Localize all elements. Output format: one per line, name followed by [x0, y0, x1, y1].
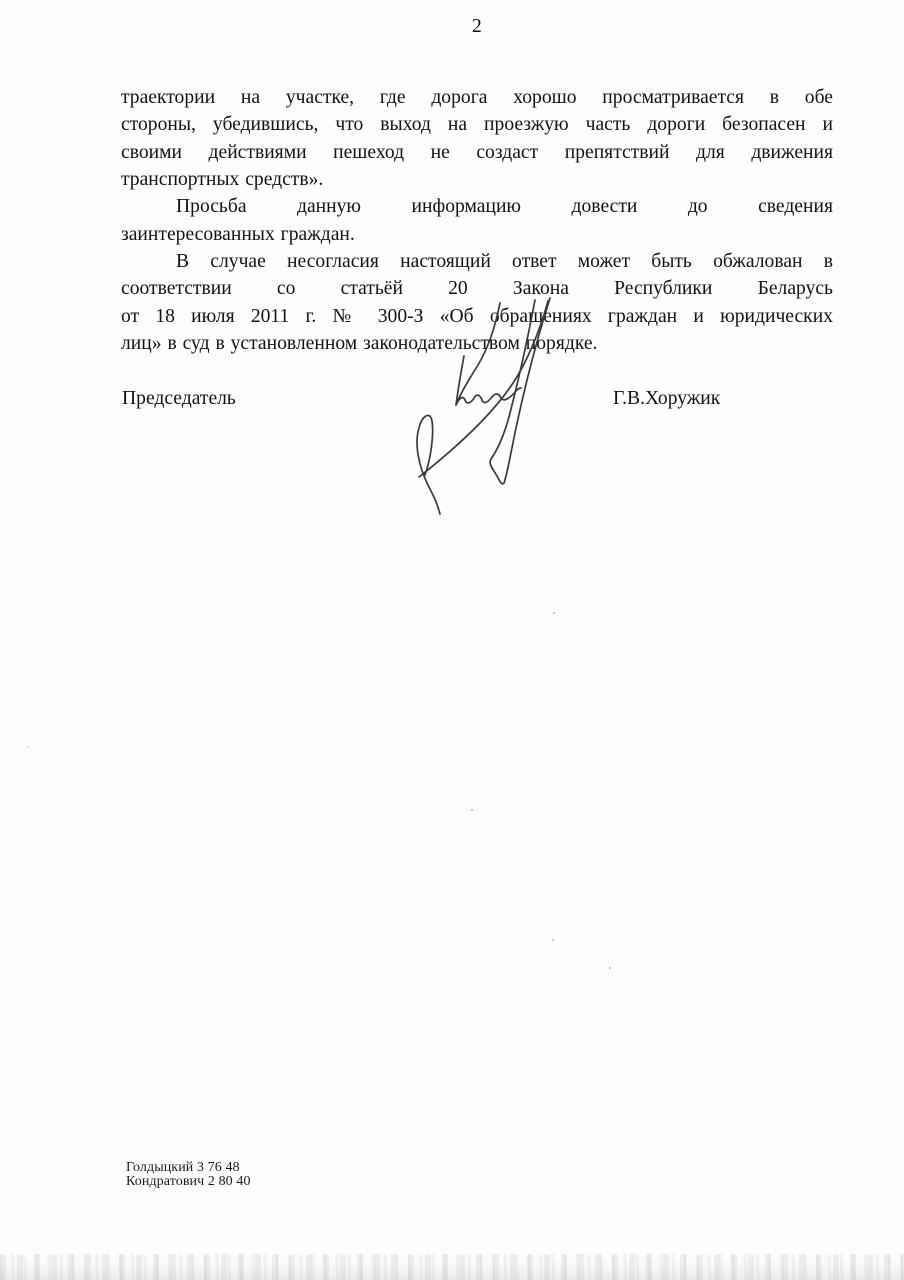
page-number: 2 — [472, 16, 482, 37]
executor-contacts — [126, 1161, 251, 1188]
signature-stroke — [490, 298, 550, 484]
scan-edge-noise — [0, 1254, 904, 1280]
signature-stroke — [456, 303, 521, 405]
body-text-line: лиц» в суд в установленном законодательством порядке. — [121, 333, 598, 355]
body-text-line: Просьба данную информацию довести до сведения — [176, 196, 833, 218]
scan-speck — [553, 612, 555, 614]
body-text-line: соответствии со статьёй 20 Закона Республики Беларусь — [121, 278, 833, 300]
body-text-line: своими действиями пешеход не создаст препятствий для движения — [121, 141, 833, 163]
body-text-line: транспортных средств». — [121, 169, 324, 191]
body-text-line: от 18 июля 2011 г. № 300-З «Об обращениях граждан и юридических — [121, 305, 833, 327]
signer-name: Г.В.Хоружик — [613, 388, 721, 409]
scan-speck — [471, 809, 473, 811]
body-text-line: траектории на участке, где дорога хорошо просматривается в обе — [121, 87, 833, 108]
executor-contact-line: Голдыцкий 3 76 48 — [126, 1160, 240, 1175]
scan-speck — [552, 939, 554, 941]
executor-contact-line: Кондратович 2 80 40 — [126, 1173, 251, 1189]
scan-speck — [609, 967, 611, 969]
handwritten-signature-icon — [410, 292, 560, 522]
signature-stroke — [417, 415, 440, 514]
body-text-line: стороны, убедившись, что выход на проезжую часть дороги безопасен и — [121, 114, 833, 136]
body-text-line: заинтересованных граждан. — [121, 223, 355, 245]
scan-speck — [27, 746, 29, 748]
signature-stroke — [419, 301, 548, 477]
body-text-line: В случае несогласия настоящий ответ может быть обжалован в — [176, 251, 833, 273]
signer-title: Председатель — [122, 388, 236, 409]
